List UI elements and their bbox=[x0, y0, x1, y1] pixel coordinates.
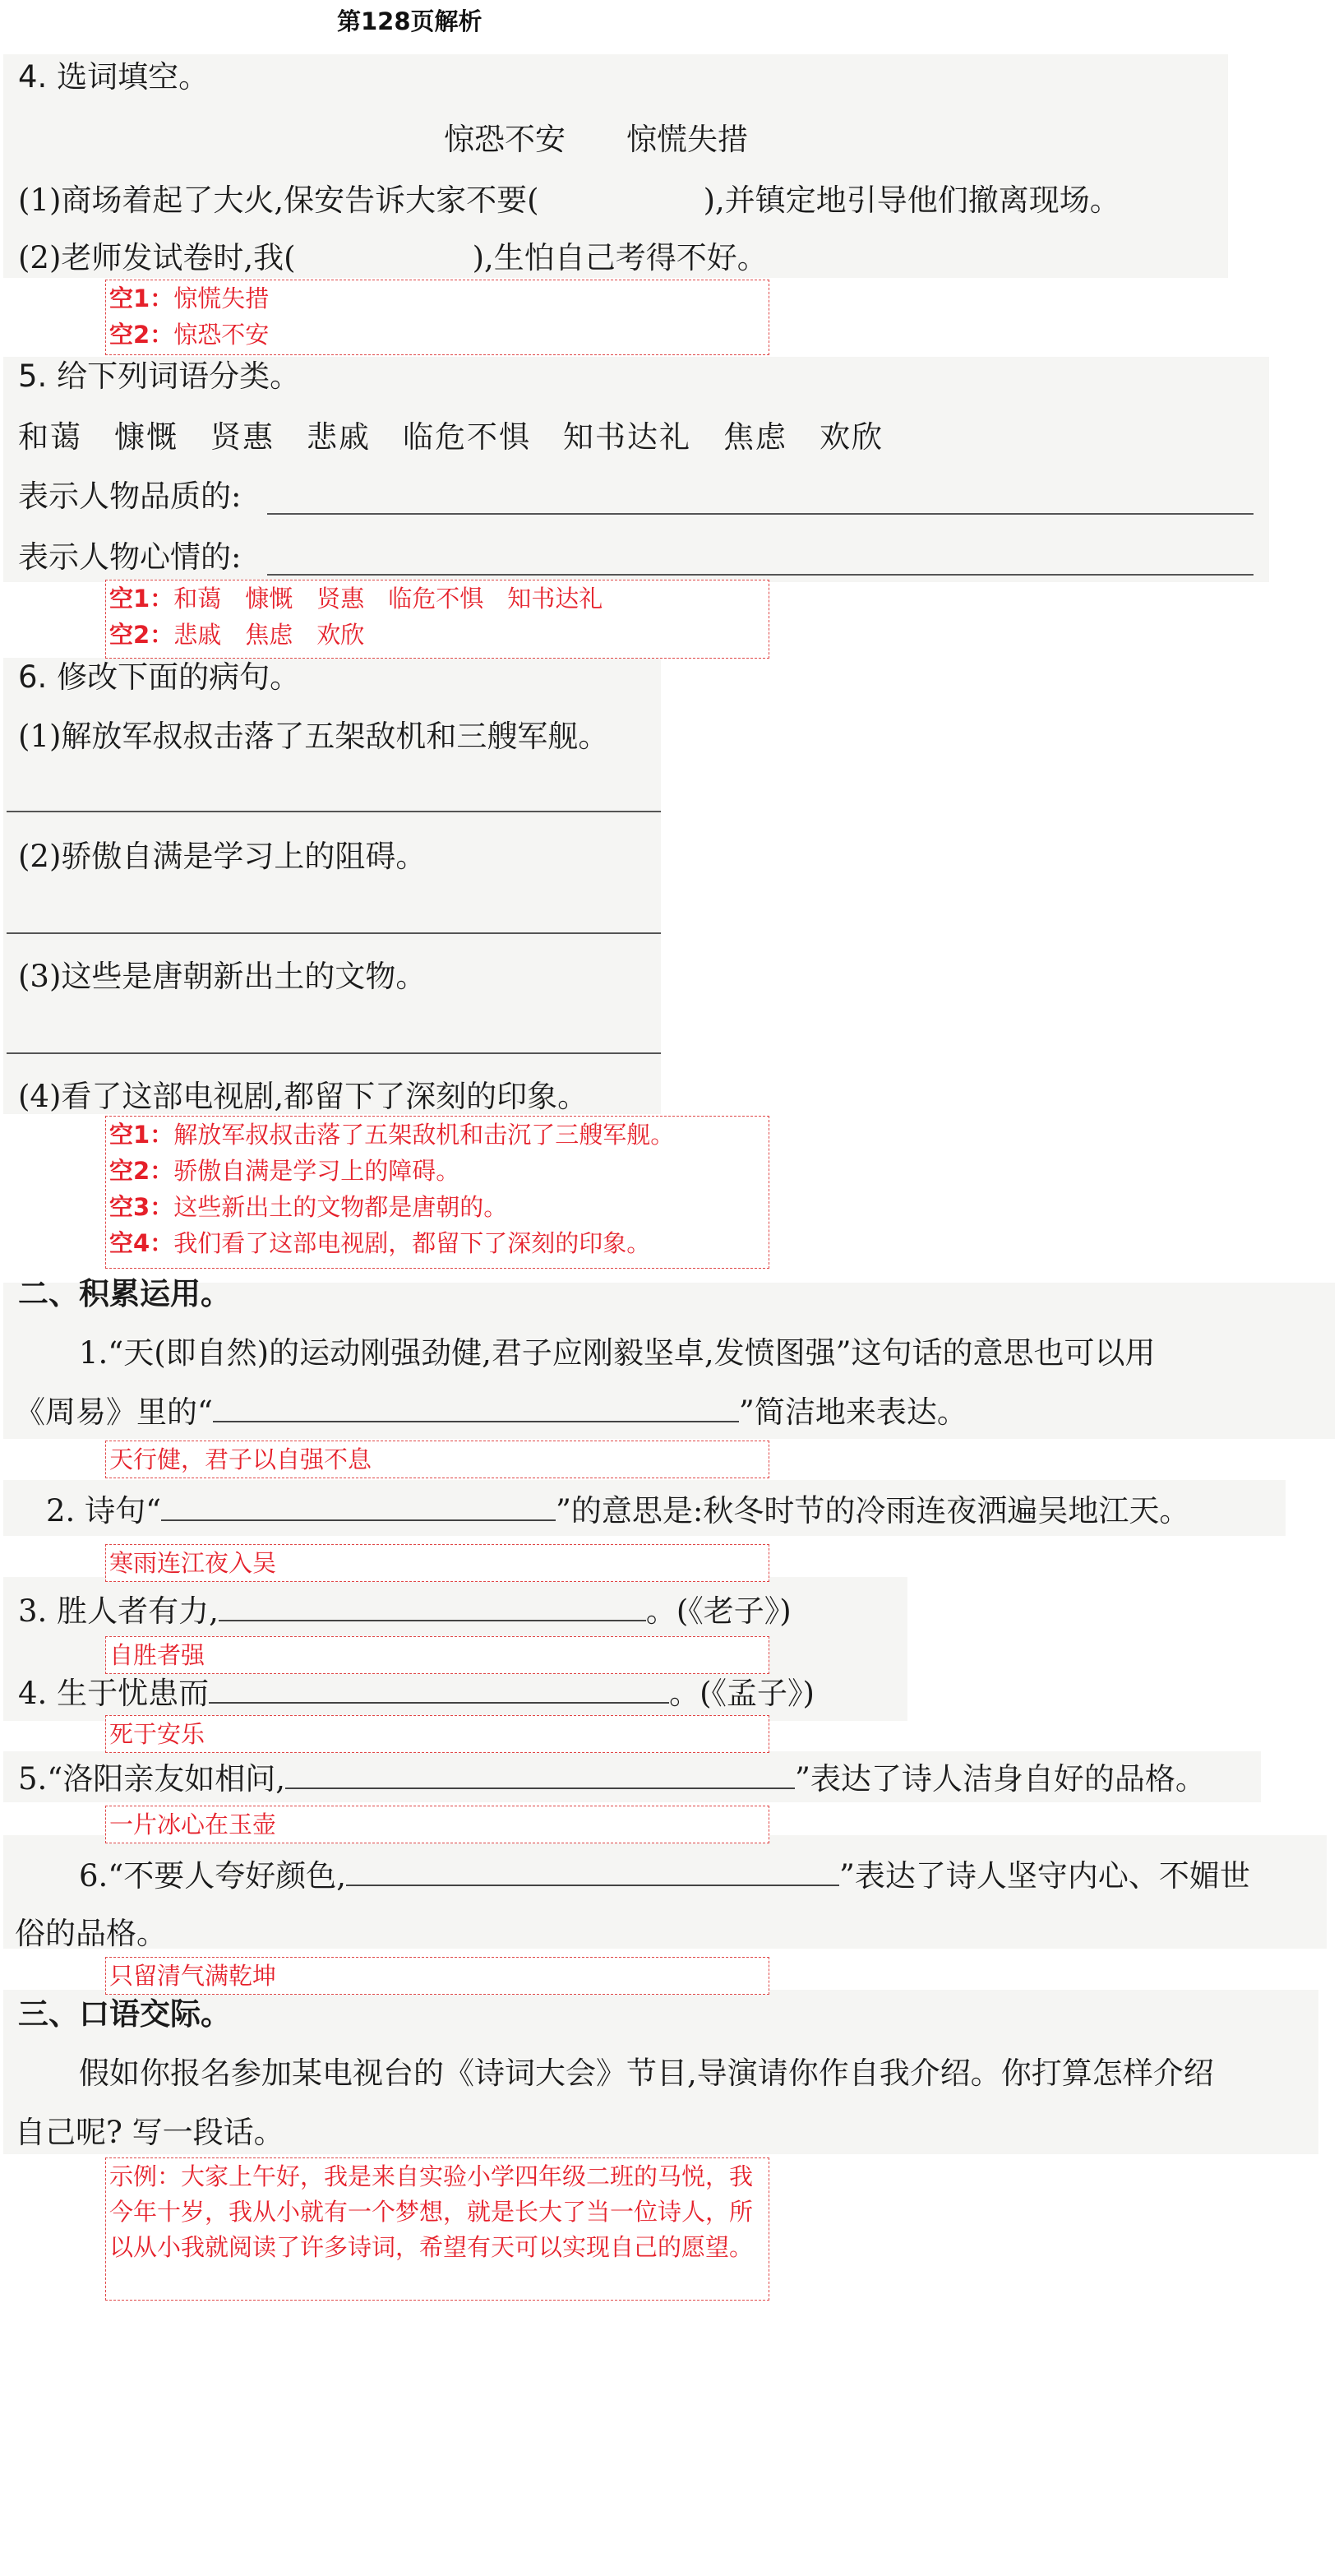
sec2-q1-before: 《周易》里的“ bbox=[15, 1394, 213, 1430]
q6-answer-2-value: 骄傲自满是学习上的障碍。 bbox=[173, 1157, 460, 1185]
q6-line-1 bbox=[7, 811, 661, 812]
q6-sentence-4: (4)看了这部电视剧,都留下了深刻的印象。 bbox=[18, 1079, 589, 1114]
sec2-q3-before: 3. 胜人者有力, bbox=[18, 1593, 219, 1629]
sec2-q4-before: 4. 生于忧患而 bbox=[18, 1676, 210, 1711]
sec2-q2-blank bbox=[161, 1495, 556, 1521]
sec2-a6: 只留清气满乾坤 bbox=[109, 1962, 277, 1990]
sec2-a3: 自胜者强 bbox=[109, 1641, 205, 1669]
sec2-a1: 天行健，君子以自强不息 bbox=[109, 1445, 372, 1473]
sec2-q2-after: ”的意思是:秋冬时节的冷雨连夜洒遍吴地江天。 bbox=[555, 1493, 1190, 1528]
sec2-q1-blank bbox=[213, 1396, 739, 1422]
q4-title: 4. 选词填空。 bbox=[18, 59, 210, 95]
q4-answer-1-key: 空1： bbox=[109, 284, 174, 312]
q4-answer-1 bbox=[109, 280, 765, 317]
sec2-title: 二、积累运用。 bbox=[18, 1276, 231, 1311]
q6-title: 6. 修改下面的病句。 bbox=[18, 659, 301, 695]
sec2-q2-before: 2. 诗句“ bbox=[46, 1493, 161, 1528]
sec2-q5-before: 5.“洛阳亲友如相问, bbox=[18, 1761, 285, 1797]
sec2-q1-after: ”简洁地来表达。 bbox=[738, 1394, 967, 1430]
q4-s1-after: ),并镇定地引导他们撤离现场。 bbox=[703, 183, 1120, 218]
q5-answer-1 bbox=[109, 580, 765, 617]
q6-answer-2-key: 空2： bbox=[109, 1157, 174, 1185]
q4-answer-box bbox=[105, 280, 769, 355]
q6-line-3 bbox=[7, 1052, 661, 1054]
sec2-a6-box bbox=[105, 1957, 769, 1995]
sec2-a5: 一片冰心在玉壶 bbox=[109, 1811, 277, 1838]
q4-s1-before: (1)商场着起了大火,保安告诉大家不要( bbox=[18, 183, 539, 218]
q5-line-quality bbox=[267, 513, 1254, 515]
q5-line-mood bbox=[267, 574, 1254, 576]
sec2-a3-box bbox=[105, 1636, 769, 1674]
sec2-q5-blank bbox=[285, 1763, 795, 1789]
q4-answer-2-key: 空2： bbox=[109, 321, 174, 349]
sec2-q2 bbox=[46, 1493, 1189, 1529]
q5-label-quality: 表示人物品质的: bbox=[18, 479, 242, 514]
q5-answer-box bbox=[105, 580, 769, 659]
q6-answer-1-key: 空1： bbox=[109, 1121, 174, 1149]
sec2-q4-after: 。(《孟子》) bbox=[669, 1676, 815, 1711]
q6-answer-4-value: 我们看了这部电视剧，都留下了深刻的印象。 bbox=[173, 1229, 651, 1257]
q6-answer-4-key: 空4： bbox=[109, 1229, 174, 1257]
q6-sentence-1: (1)解放军叔叔击落了五架敌机和三艘军舰。 bbox=[18, 719, 609, 754]
sec2-q5 bbox=[18, 1761, 1206, 1797]
sec2-q1-line1: 1.“天(即自然)的运动刚强劲健,君子应刚毅坚卓,发愤图强”这句话的意思也可以用 bbox=[79, 1335, 1156, 1371]
sec2-q3-blank bbox=[219, 1595, 646, 1621]
q4-word-options: 惊恐不安 惊慌失措 bbox=[444, 122, 748, 157]
q5-word-list: 和蔼 慷慨 贤惠 悲戚 临危不惧 知书达礼 焦虑 欢欣 bbox=[18, 419, 884, 455]
q4-answer-2-value: 惊恐不安 bbox=[173, 321, 270, 349]
sec2-q5-after: ”表达了诗人洁身自好的品格。 bbox=[794, 1761, 1206, 1797]
q5-label-mood: 表示人物心情的: bbox=[18, 539, 242, 575]
q6-answer-3-value: 这些新出土的文物都是唐朝的。 bbox=[173, 1193, 508, 1221]
q5-answer-2-key: 空2： bbox=[109, 621, 174, 649]
sec2-q6-line2: 俗的品格。 bbox=[15, 1916, 167, 1951]
sec2-a4-box bbox=[105, 1715, 769, 1753]
sec3-prompt-line2: 自己呢? 写一段话。 bbox=[15, 2115, 284, 2150]
q6-sentence-2: (2)骄傲自满是学习上的阻碍。 bbox=[18, 839, 427, 874]
sec2-q6-line1 bbox=[79, 1858, 1250, 1894]
sec2-q4-blank bbox=[209, 1677, 669, 1704]
sec2-q1-line2 bbox=[15, 1394, 967, 1431]
sec2-q3 bbox=[18, 1593, 792, 1630]
sec3-title: 三、口语交际。 bbox=[18, 1996, 231, 2032]
sec2-a2-box bbox=[105, 1544, 769, 1582]
q4-s1-blank bbox=[539, 184, 704, 210]
sec2-q6-before: 6.“不要人夸好颜色, bbox=[79, 1858, 346, 1894]
sec3-answer-box bbox=[105, 2157, 769, 2301]
sec2-a5-box bbox=[105, 1806, 769, 1843]
sec2-q3-after: 。(《老子》) bbox=[645, 1593, 792, 1629]
q6-sentence-3: (3)这些是唐朝新出土的文物。 bbox=[18, 959, 427, 994]
q5-answer-2 bbox=[109, 617, 765, 653]
q6-answer-1 bbox=[109, 1117, 765, 1153]
q4-sentence-1 bbox=[18, 183, 1120, 219]
sec2-a1-box bbox=[105, 1441, 769, 1478]
q5-answer-2-value: 悲戚 焦虑 欢欣 bbox=[173, 621, 365, 649]
q6-answer-3 bbox=[109, 1189, 765, 1225]
q6-answer-3-key: 空3： bbox=[109, 1193, 174, 1221]
sec2-q6-after: ”表达了诗人坚守内心、不媚世 bbox=[838, 1858, 1250, 1894]
q6-line-2 bbox=[7, 932, 661, 934]
q4-s2-before: (2)老师发试卷时,我( bbox=[18, 240, 296, 275]
page-title: 第128页解析 bbox=[337, 7, 483, 35]
q4-s2-after: ),生怕自己考得不好。 bbox=[472, 240, 768, 275]
q4-s2-blank bbox=[296, 242, 473, 268]
sec3-answer: 示例：大家上午好，我是来自实验小学四年级二班的马悦，我今年十岁，我从小就有一个梦想，就是长大了当一位诗人，所以从小我就阅读了许多诗词，希望有天可以实现自己的愿望。 bbox=[109, 2162, 754, 2261]
sec3-prompt-line1: 假如你报名参加某电视台的《诗词大会》节目,导演请你作自我介绍。你打算怎样介绍 bbox=[79, 2056, 1214, 2091]
q6-answer-box bbox=[105, 1116, 769, 1269]
sec2-q6-blank bbox=[346, 1860, 839, 1886]
sec2-a4: 死于安乐 bbox=[109, 1720, 205, 1748]
q5-answer-1-key: 空1： bbox=[109, 585, 174, 613]
q4-sentence-2 bbox=[18, 240, 768, 276]
q6-answer-4 bbox=[109, 1225, 765, 1261]
sec2-a2: 寒雨连江夜入吴 bbox=[109, 1549, 277, 1577]
sec2-q4 bbox=[18, 1676, 815, 1712]
q6-answer-1-value: 解放军叔叔击落了五架敌机和击沉了三艘军舰。 bbox=[173, 1121, 675, 1149]
q4-answer-2 bbox=[109, 317, 765, 353]
q4-answer-1-value: 惊慌失措 bbox=[173, 284, 270, 312]
q5-title: 5. 给下列词语分类。 bbox=[18, 358, 301, 394]
q6-answer-2 bbox=[109, 1153, 765, 1189]
q5-answer-1-value: 和蔼 慷慨 贤惠 临危不惧 知书达礼 bbox=[173, 585, 603, 613]
